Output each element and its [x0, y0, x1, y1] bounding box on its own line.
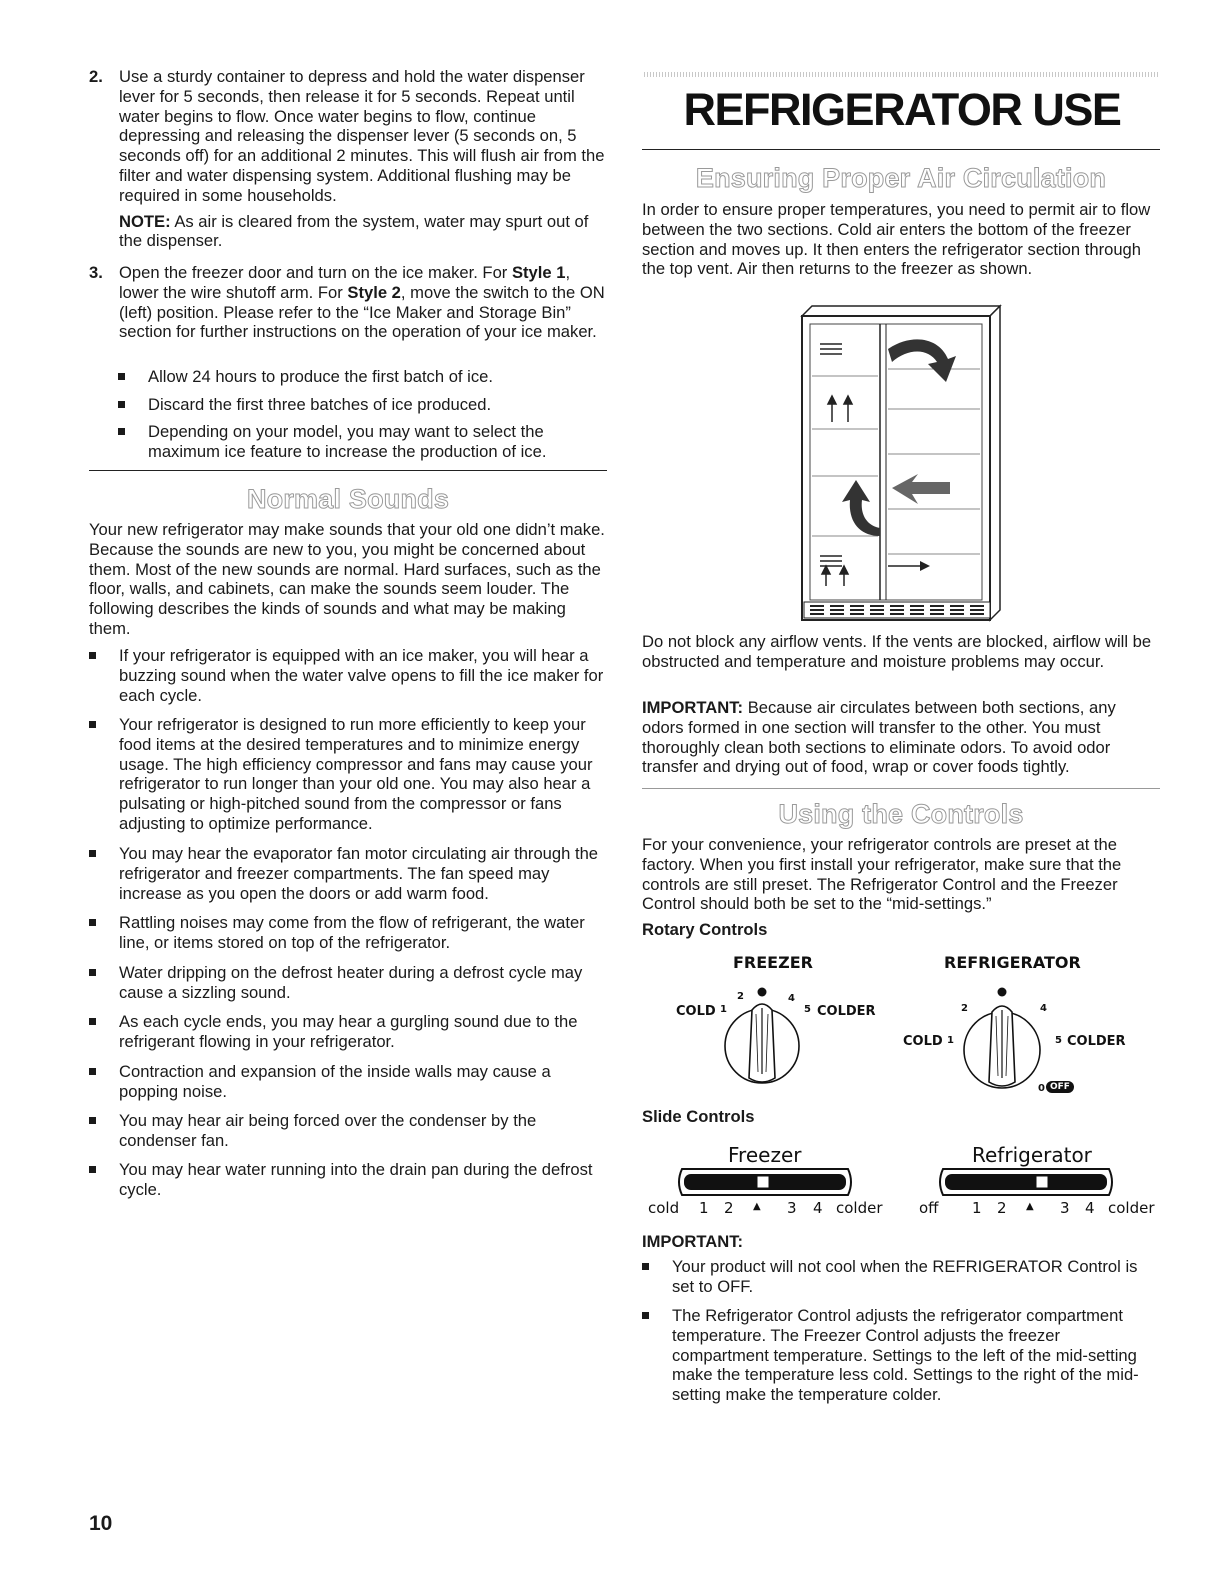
- step-2-note: [119, 212, 611, 252]
- refrigerator-slider-track[interactable]: [937, 1167, 1115, 1197]
- dial-mark-2: 2: [737, 991, 744, 1002]
- scale-label: 4: [1085, 1199, 1095, 1217]
- bullet-icon: [89, 919, 96, 926]
- note-label: NOTE:: [119, 211, 171, 231]
- important-paragraph: [642, 698, 1160, 777]
- dial-mark-1: 1: [947, 1035, 954, 1046]
- list-item-text: Rattling noises may come from the flow of refrigerant, the water line, or items stored on top of the refrigerator.: [119, 913, 585, 952]
- list-item: [89, 1062, 604, 1102]
- dial-mark-5: 5: [804, 1004, 811, 1015]
- off-badge: OFF: [1046, 1081, 1074, 1093]
- text-run: , move the switch to the ON (left) position. Please refer to the “Ice Maker and Storage Bin” section for further instructions on the operation of your ice maker.: [119, 282, 605, 342]
- bullet-icon: [89, 1068, 96, 1075]
- section-heading: Using the Controls: [778, 799, 1024, 829]
- list-item-text: Allow 24 hours to produce the first batch of ice.: [148, 367, 493, 386]
- scale-label: colder: [836, 1199, 883, 1217]
- list-item-text: The Refrigerator Control adjusts the refrigerator compartment temperature. The Freezer Control adjusts the freezer compartment temperature. Settings to the left of the mid-setting make the temperature less cold. Settings to the right of the mid-setting make the temperature colder.: [672, 1306, 1139, 1405]
- freezer-knob-icon: [722, 982, 802, 1094]
- step-3-text: [119, 263, 611, 342]
- rotary-controls-label: Rotary Controls: [642, 920, 768, 939]
- sounds-intro: Your new refrigerator may make sounds that your old one didn’t make. Because the sounds are new to you, you might be concerned about them. Most of the new sounds are normal. Hard surfaces, such as the floor, walls, and cabinets, can make the sounds seem louder. The following describes the kinds of sounds and what may be making them.: [89, 520, 605, 638]
- bullet-icon: [89, 969, 96, 976]
- scale-label: 2: [997, 1199, 1007, 1217]
- dial-label-cold: COLD: [676, 1004, 716, 1019]
- page-title: REFRIGERATOR USE: [683, 84, 1121, 135]
- slide-controls-label: Slide Controls: [642, 1107, 755, 1126]
- step-3: [89, 263, 611, 342]
- bullet-icon: [89, 721, 96, 728]
- bullet-icon: [89, 1166, 96, 1173]
- dial-mark-1: 1: [720, 1004, 727, 1015]
- list-item-text: If your refrigerator is equipped with an ice maker, you will hear a buzzing sound when the water valve opens to fill the ice maker for each cycle.: [119, 646, 604, 705]
- dial-mark-4: 4: [1040, 1003, 1047, 1014]
- list-item-text: You may hear water running into the drain pan during the defrost cycle.: [119, 1160, 593, 1199]
- list-item: [89, 1012, 604, 1052]
- list-item: [118, 395, 608, 415]
- list-item: [89, 844, 604, 903]
- step-2: [89, 67, 611, 251]
- dial-mark-5: 5: [1055, 1035, 1062, 1046]
- freezer-dial-title: FREEZER: [733, 953, 813, 972]
- title-band: [644, 72, 1158, 77]
- section-heading: Ensuring Proper Air Circulation: [695, 163, 1107, 193]
- bullet-icon: [89, 652, 96, 659]
- scale-label: 4: [813, 1199, 823, 1217]
- refrigerator-slider-thumb: [1036, 1176, 1048, 1188]
- section-divider: [89, 470, 607, 471]
- dial-label-cold: COLD: [903, 1034, 943, 1049]
- section-heading: Normal Sounds: [246, 484, 450, 514]
- step-2-text: Use a sturdy container to depress and hold the water dispenser lever for 5 seconds, then release it for 5 seconds. Repeat until water begins to flow. Once water begins to flow, continue depressing and releasing the dispenser lever (5 seconds on, 5 seconds off) for an additional 2 minutes. This will flush air from the filter and water dispensing system. Additional flushing may be required in some households.: [119, 67, 605, 205]
- scale-label: 2: [724, 1199, 734, 1217]
- scale-label: cold: [648, 1199, 680, 1217]
- list-item: [118, 422, 608, 462]
- note-text: As air is cleared from the system, water may spurt out of the dispenser.: [119, 211, 589, 251]
- list-item-text: You may hear the evaporator fan motor circulating air through the refrigerator and freezer compartments. The fan speed may increase as you open the doors or add warm food.: [119, 844, 599, 903]
- scale-label: 3: [787, 1199, 797, 1217]
- bullet-icon: [118, 401, 125, 408]
- list-item-text: Water dripping on the defrost heater during a defrost cycle may cause a sizzling sound.: [119, 963, 583, 1002]
- text-run: , lower the wire shutoff arm. For: [119, 263, 571, 302]
- dial-label-colder: COLDER: [1067, 1034, 1126, 1049]
- step-number: 2.: [89, 67, 103, 86]
- style-2-label: Style 2: [347, 282, 401, 302]
- list-item: [89, 715, 604, 834]
- bullet-icon: [89, 1117, 96, 1124]
- list-item: [89, 646, 604, 705]
- dial-mark-2: 2: [961, 1003, 968, 1014]
- bullet-icon: [89, 850, 96, 857]
- list-item-text: Depending on your model, you may want to select the maximum ice feature to increase the production of ice.: [148, 422, 547, 461]
- list-item-text: You may hear air being forced over the condenser by the condenser fan.: [119, 1111, 537, 1150]
- list-item-text: Your product will not cool when the REFRIGERATOR Control is set to OFF.: [672, 1257, 1138, 1296]
- dial-mark-0: 0: [1038, 1083, 1045, 1094]
- list-item: [642, 1306, 1160, 1405]
- list-item: [89, 1111, 604, 1151]
- vent-paragraph: Do not block any airflow vents. If the vents are blocked, airflow will be obstructed and temperature and moisture problems may occur.: [642, 632, 1152, 671]
- important-label: IMPORTANT:: [642, 698, 744, 717]
- section-divider: [642, 149, 1160, 150]
- list-item: [89, 963, 604, 1003]
- air-paragraph: In order to ensure proper temperatures, you need to permit air to flow between the two sections. Cold air enters the bottom of the freezer section and moves up. It then enters the refrigerator section through the top vent. Air then returns to the freezer as shown.: [642, 200, 1151, 279]
- scale-label: 1: [972, 1199, 982, 1217]
- bullet-icon: [642, 1263, 649, 1270]
- scale-label: ▲: [753, 1201, 761, 1212]
- freezer-slider-thumb: [757, 1176, 769, 1188]
- list-item-text: Discard the first three batches of ice produced.: [148, 395, 492, 414]
- list-item-text: Contraction and expansion of the inside walls may cause a popping noise.: [119, 1062, 551, 1101]
- scale-label: ▲: [1026, 1201, 1034, 1212]
- step-number: 3.: [89, 263, 103, 282]
- text-run: Open the freezer door and turn on the ice maker. For: [119, 263, 512, 282]
- airflow-diagram: [800, 304, 1002, 626]
- list-item: [642, 1257, 1160, 1297]
- style-1-label: Style 1: [511, 263, 566, 282]
- freezer-slider-track[interactable]: [676, 1167, 854, 1197]
- dial-mark-4: 4: [788, 993, 795, 1004]
- section-divider: [642, 788, 1160, 789]
- important-heading: IMPORTANT:: [642, 1232, 744, 1251]
- list-item: [89, 913, 604, 953]
- bullet-icon: [118, 373, 125, 380]
- bullet-icon: [118, 428, 125, 435]
- dial-label-colder: COLDER: [817, 1004, 876, 1019]
- page-number: 10: [89, 1512, 113, 1535]
- refrigerator-knob-icon: [962, 982, 1042, 1098]
- list-item-text: As each cycle ends, you may hear a gurgling sound due to the refrigerant flowing in your refrigerator.: [119, 1012, 578, 1051]
- bullet-icon: [642, 1312, 649, 1319]
- list-item-text: Your refrigerator is designed to run more efficiently to keep your food items at the desired temperatures and to minimize energy usage. The high efficiency compressor and fans may cause your refrigerator to run longer than your old one. You may also hear a pulsating or high-pitched sound from the compressor or fans adjusting to optimize performance.: [119, 715, 593, 833]
- important-text: Because air circulates between both sections, any odors formed in one section will transfer to the other. You must thoroughly clean both sections to eliminate odors. To avoid odor transfer and drying out of food, wrap or cover foods tightly.: [642, 698, 1116, 777]
- refrigerator-dial-title: REFRIGERATOR: [944, 953, 1081, 972]
- controls-paragraph: For your convenience, your refrigerator controls are preset at the factory. When you first install your refrigerator, make sure that the controls are still preset. The Refrigerator Control and the Freezer Control should both be set to the “mid-settings.”: [642, 835, 1122, 914]
- scale-label: 1: [699, 1199, 709, 1217]
- scale-label: 3: [1060, 1199, 1070, 1217]
- scale-label: colder: [1108, 1199, 1155, 1217]
- list-item: [118, 367, 608, 387]
- list-item: [89, 1160, 604, 1200]
- freezer-slider-title: Freezer: [728, 1143, 802, 1167]
- bullet-icon: [89, 1018, 96, 1025]
- scale-label: off: [919, 1199, 939, 1217]
- refrigerator-slider-title: Refrigerator: [972, 1143, 1092, 1167]
